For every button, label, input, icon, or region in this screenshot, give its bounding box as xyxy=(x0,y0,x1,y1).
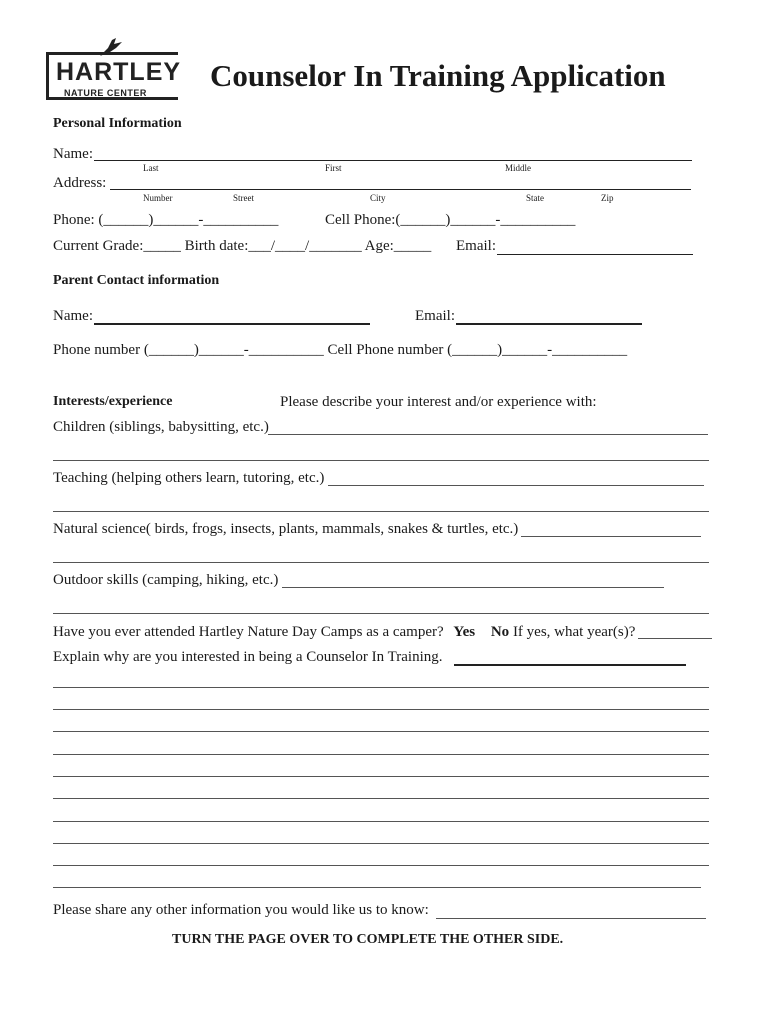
grade-birth-age-fields[interactable]: Current Grade:_____ Birth date:___/____/_______ Age:_____ xyxy=(53,238,432,254)
explain-label: Explain why are you interested in being a Counselor In Training. xyxy=(53,649,443,665)
attended-years-field[interactable] xyxy=(638,638,712,639)
parent-email-label: Email: xyxy=(415,308,455,324)
address-sub-number: Number xyxy=(143,193,173,203)
interests-heading: Interests/experience xyxy=(53,394,173,409)
cell-phone-field[interactable]: Cell Phone:(______)______-__________ xyxy=(325,212,576,228)
writing-line[interactable] xyxy=(53,798,709,799)
logo-name: HARTLEY xyxy=(56,58,182,86)
outdoor-field[interactable] xyxy=(282,587,664,588)
parent-name-field[interactable] xyxy=(94,323,370,325)
writing-line[interactable] xyxy=(53,776,709,777)
name-sub-last: Last xyxy=(143,163,159,173)
writing-line[interactable] xyxy=(53,887,701,888)
logo-subtitle: NATURE CENTER xyxy=(64,88,147,98)
attended-yes-option[interactable]: Yes xyxy=(453,624,476,640)
attended-followup: If yes, what year(s)? xyxy=(512,624,636,640)
teaching-field[interactable] xyxy=(328,485,704,486)
parent-heading: Parent Contact information xyxy=(53,273,220,288)
parent-name-label: Name: xyxy=(53,308,93,324)
address-sub-city: City xyxy=(370,193,386,203)
interests-prompt: Please describe your interest and/or experience with: xyxy=(280,394,597,410)
name-sub-first: First xyxy=(325,163,342,173)
writing-line[interactable] xyxy=(53,843,709,844)
writing-line[interactable] xyxy=(53,754,709,755)
address-sub-zip: Zip xyxy=(601,193,614,203)
writing-line[interactable] xyxy=(53,731,709,732)
personal-heading: Personal Information xyxy=(53,116,182,131)
attended-no-option[interactable]: No xyxy=(490,624,510,640)
children-label: Children (siblings, babysitting, etc.) xyxy=(53,419,269,435)
name-label: Name: xyxy=(53,146,93,162)
address-sub-state: State xyxy=(526,193,544,203)
attended-question-text: Have you ever attended Hartley Nature Day Camps as a camper? xyxy=(53,624,444,640)
outdoor-field-2[interactable] xyxy=(53,613,709,614)
parent-phone-fields[interactable]: Phone number (______)______-__________ Cell Phone number (______)______-__________ xyxy=(53,342,628,358)
share-field[interactable] xyxy=(436,918,706,919)
page-title: Counselor In Training Application xyxy=(210,58,666,93)
science-label: Natural science( birds, frogs, insects, plants, mammals, snakes & turtles, etc.) xyxy=(53,521,519,537)
email-label: Email: xyxy=(456,238,496,254)
phone-field[interactable]: Phone: (______)______-__________ xyxy=(53,212,279,228)
parent-email-field[interactable] xyxy=(456,323,642,325)
address-label: Address: xyxy=(53,175,107,191)
name-sub-middle: Middle xyxy=(505,163,531,173)
email-field[interactable] xyxy=(497,254,693,255)
writing-line[interactable] xyxy=(53,865,709,866)
writing-line[interactable] xyxy=(53,709,709,710)
children-field-2[interactable] xyxy=(53,460,709,461)
writing-line[interactable] xyxy=(53,821,709,822)
writing-line[interactable] xyxy=(53,687,709,688)
name-field[interactable] xyxy=(94,160,692,161)
explain-field[interactable] xyxy=(454,664,686,666)
outdoor-label: Outdoor skills (camping, hiking, etc.) xyxy=(53,572,279,588)
science-field-2[interactable] xyxy=(53,562,709,563)
footer-instruction: TURN THE PAGE OVER TO COMPLETE THE OTHER SIDE. xyxy=(172,932,564,947)
address-field[interactable] xyxy=(110,189,691,190)
attended-question xyxy=(53,624,635,641)
teaching-field-2[interactable] xyxy=(53,511,709,512)
children-field[interactable] xyxy=(268,434,708,435)
teaching-label: Teaching (helping others learn, tutoring, etc.) xyxy=(53,470,325,486)
share-label: Please share any other information you would like us to know: xyxy=(53,902,429,918)
science-field[interactable] xyxy=(521,536,701,537)
heron-icon xyxy=(98,36,126,58)
address-sub-street: Street xyxy=(233,193,254,203)
